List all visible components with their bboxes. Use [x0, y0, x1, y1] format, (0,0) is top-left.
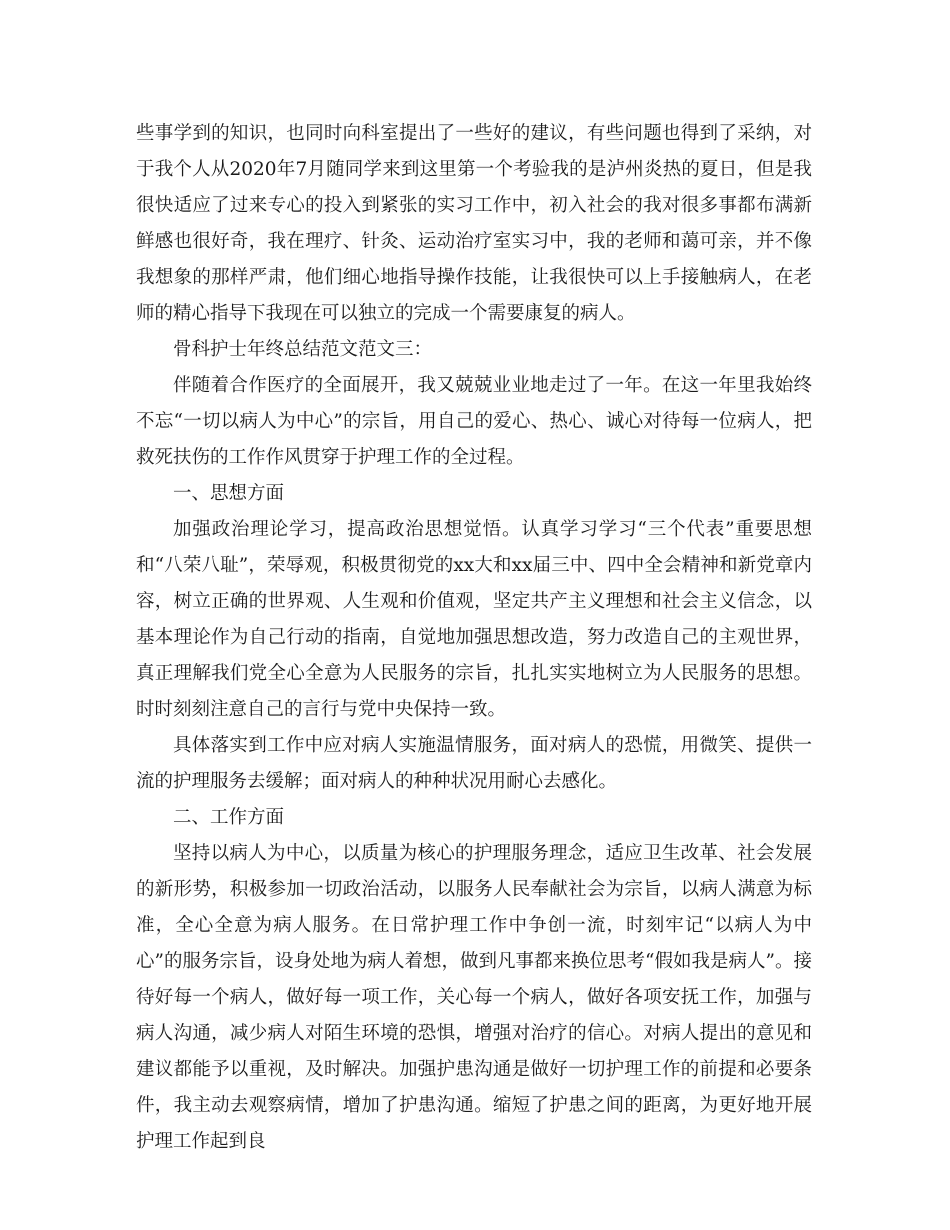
- section-heading-ideology: 一、思想方面: [173, 483, 285, 504]
- section-heading-sample-three: 骨科护士年终总结范文范文三：: [173, 339, 433, 360]
- paragraph-implementation: 具体落实到工作中应对病人实施温情服务，面对病人的恐慌，用微笑、提供一流的护理服务去缓解；面对病人的种种状况用耐心去感化。: [136, 735, 812, 792]
- paragraph-work: 坚持以病人为中心，以质量为核心的护理服务理念，适应卫生改革、社会发展的新形势，积极参加一切政治活动，以服务人民奉献社会为宗旨，以病人满意为标准，全心全意为病人服务。在日常护理工作中争创一流，时刻牢记“以病人为中心”的服务宗旨，设身处地为病人着想，做到凡事都来换位思考“假如我是病人”。接待好每一个病人，做好每一项工作，关心每一个病人，做好各项安抚工作，加强与病人沟通，减少病人对陌生环境的恐惧，增强对治疗的信心。对病人提出的意见和建议都能予以重视，及时解决。加强护患沟通是做好一切护理工作的前提和必要条件，我主动去观察病情，增加了护患沟通。缩短了护患之间的距离，为更好地开展护理工作起到良: [136, 843, 812, 1152]
- paragraph-intro: 伴随着合作医疗的全面展开，我又兢兢业业地走过了一年。在这一年里我始终不忘“一切以病人为中心”的宗旨，用自己的爱心、热心、诚心对待每一位病人，把救死扶伤的工作作风贯穿于护理工作的全过程。: [136, 375, 812, 468]
- paragraph-ideology: 加强政治理论学习，提高政治思想觉悟。认真学习学习“三个代表”重要思想和“八荣八耻”，荣辱观，积极贯彻党的xx大和xx届三中、四中全会精神和新党章内容，树立正确的世界观、人生观和价值观，坚定共产主义理想和社会主义信念，以基本理论作为自己行动的指南，自觉地加强思想改造，努力改造自己的主观世界，真正理解我们党全心全意为人民服务的宗旨，扎扎实实地树立为人民服务的思想。时时刻刻注意自己的言行与党中央保持一致。: [136, 519, 812, 720]
- document-body: [136, 116, 812, 1160]
- paragraph-continuation: 些事学到的知识，也同时向科室提出了一些好的建议，有些问题也得到了采纳，对于我个人从2020年7月随同学来到这里第一个考验我的是泸州炎热的夏日，但是我很快适应了过来专心的投入到紧张的实习工作中，初入社会的我对很多事都布满新鲜感也很好奇，我在理疗、针灸、运动治疗室实习中，我的老师和蔼可亲，并不像我想象的那样严肃，他们细心地指导操作技能，让我很快可以上手接触病人，在老师的精心指导下我现在可以独立的完成一个需要康复的病人。: [136, 123, 812, 324]
- section-heading-work: 二、工作方面: [173, 807, 285, 828]
